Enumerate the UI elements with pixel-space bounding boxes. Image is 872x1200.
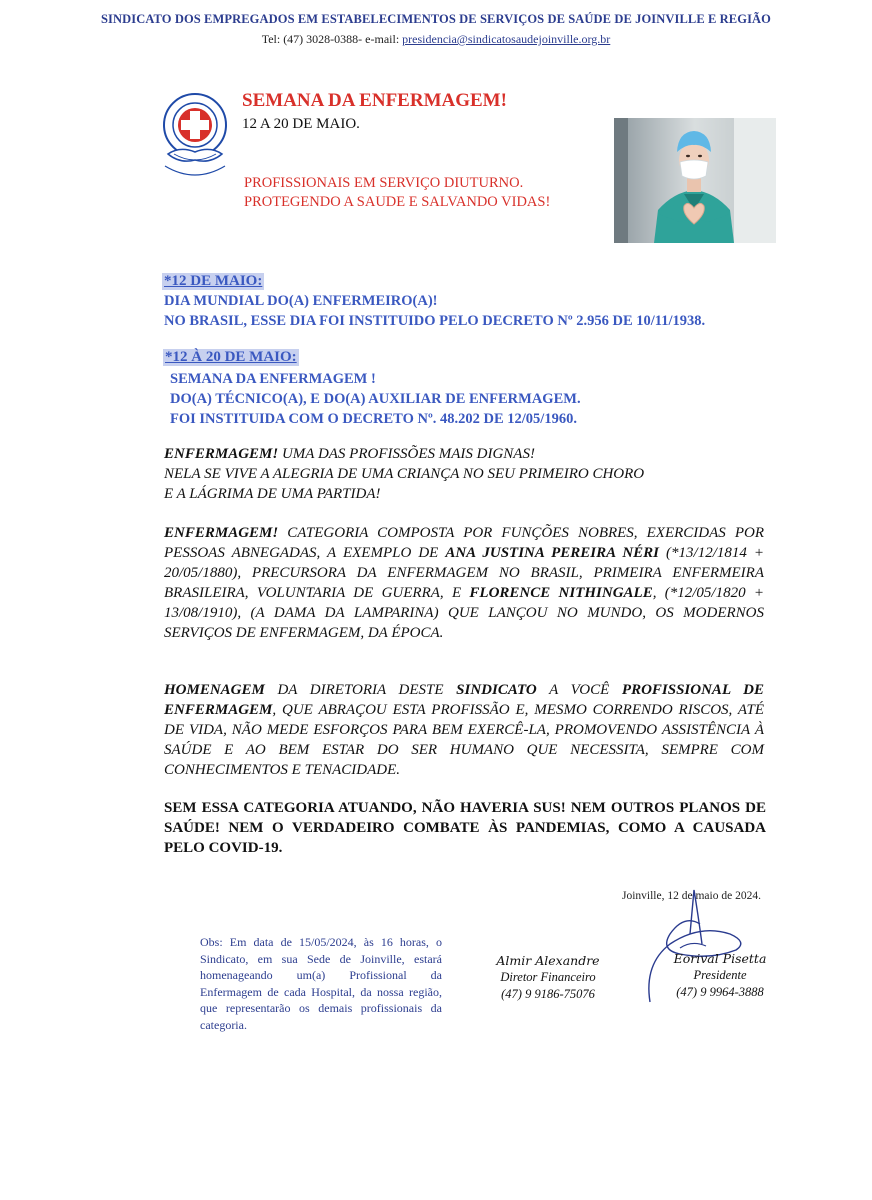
section-heading-may-12-20: *12 À 20 DE MAIO:: [165, 349, 297, 365]
section-line: SEMANA DA ENFERMAGEM !: [170, 371, 376, 387]
signer-role: Diretor Financeiro: [500, 970, 596, 984]
tagline-line: PROFISSIONAIS EM SERVIÇO DIUTURNO.: [244, 175, 524, 191]
signature-block-president: [655, 950, 785, 1001]
paragraph-text: (*13/12/1814 + 20/05/1880), PRECURSORA DA ENFERMAGEM NO BRASIL, PRIMEIRA ENFERMEIRA BRASILEIRA, VOLUNTARIA DE GUERRA, E: [164, 545, 765, 601]
union-seal-cross-handshake-icon: [160, 92, 230, 182]
signature-block-financial-director: [490, 952, 606, 1003]
phone-text: Tel: (47) 3028-0388- e-mail:: [261, 32, 403, 46]
paragraph-text: E A LÁGRIMA DE UMA PARTIDA!: [164, 486, 381, 502]
highlight-text: SINDICATO: [456, 682, 537, 698]
obs-note: Obs: Em data de 15/05/2024, às 16 horas, o Sindicato, em sua Sede de Joinville, estará homenageando um(a) Profissional da Enfermagem de cada Hospital, da nossa região, que representarão os demais profissionais da categoria.: [200, 935, 442, 1032]
section-body-may-12: [164, 291, 705, 331]
signer-name: Almir Alexandre: [496, 953, 600, 968]
section-body-may-12-20: [170, 369, 581, 429]
paragraph-text: UMA DAS PROFISSÕES MAIS DIGNAS!: [278, 446, 535, 462]
section-line: DO(A) TÉCNICO(A), E DO(A) AUXILIAR DE ENFERMAGEM.: [170, 391, 581, 407]
union-logo: [160, 92, 230, 182]
event-title: SEMANA DA ENFERMAGEM!: [242, 90, 507, 111]
paragraph-text: DA DIRETORIA DESTE: [264, 682, 457, 698]
letterhead-contact: [0, 32, 872, 47]
paragraph-text: A VOCÊ: [536, 682, 622, 698]
highlight-name: ANA JUSTINA PEREIRA NÉRI: [445, 545, 659, 561]
section-heading-may-12: *12 DE MAIO:: [164, 273, 263, 289]
nurse-photo: [614, 118, 776, 243]
section-line: DIA MUNDIAL DO(A) ENFERMEIRO(A)!: [164, 293, 438, 309]
section-line: NO BRASIL, ESSE DIA FOI INSTITUIDO PELO DECRETO Nº 2.956 DE 10/11/1938.: [164, 313, 706, 329]
letterhead-title: SINDICATO DOS EMPREGADOS EM ESTABELECIMENTOS DE SERVIÇOS DE SAÚDE DE JOINVILLE E REGIÃO: [101, 12, 771, 26]
paragraph-lead: ENFERMAGEM!: [164, 446, 279, 462]
highlight-name: FLORENCE NITHINGALE: [469, 585, 653, 601]
section-line: FOI INSTITUIDA COM O DECRETO Nº. 48.202 DE 12/05/1960.: [170, 411, 577, 427]
signer-phone: (47) 9 9186-75076: [501, 987, 595, 1001]
paragraph-text: , QUE ABRAÇOU ESTA PROFISSÃO E, MESMO CORRENDO RISCOS, ATÉ DE VIDA, NÃO MEDE ESFORÇOS PARA BEM EXERCÊ-LA, PROMOVENDO ASSISTÊNCIA À SAÚDE E AO BEM ESTAR DO SER HUMANO QUE NECESSITA, SEMPRE COM CONHECIMENTOS E TENACIDADE.: [164, 702, 764, 778]
paragraph-text: NELA SE VIVE A ALEGRIA DE UMA CRIANÇA NO SEU PRIMEIRO CHORO: [164, 466, 645, 482]
signer-role: Presidente: [693, 968, 747, 982]
paragraph-text: CATEGORIA COMPOSTA POR FUNÇÕES NOBRES, EXERCIDAS POR PESSOAS ABNEGADAS, A EXEMPLO DE: [164, 525, 764, 561]
event-dates: 12 A 20 DE MAIO.: [242, 116, 360, 132]
place-date: Joinville, 12 de maio de 2024.: [622, 890, 761, 902]
highlight-text: PROFISSIONAL DE ENFERMAGEM: [164, 682, 764, 718]
closing-statement: SEM ESSA CATEGORIA ATUANDO, NÃO HAVERIA SUS! NEM OUTROS PLANOS DE SAÚDE! NEM O VERDADEIRO COMBATE ÀS PANDEMIAS, COMO A CAUSADA PELO COVID-19.: [164, 800, 766, 856]
event-tagline: [244, 174, 550, 212]
paragraph-lead: HOMENAGEM: [164, 682, 265, 698]
signer-phone: (47) 9 9964-3888: [676, 985, 764, 999]
paragraph-lead: ENFERMAGEM!: [164, 525, 279, 541]
paragraph-text: , (*12/05/1820 + 13/08/1910), (A DAMA DA LAMPARINA) QUE LANÇOU NO MUNDO, OS MODERNOS SERVIÇOS DE ENFERMAGEM, DA ÉPOCA.: [164, 585, 765, 641]
signer-name: Eorival Pisetta: [673, 951, 767, 966]
tagline-line: PROTEGENDO A SAUDE E SALVANDO VIDAS!: [244, 194, 551, 210]
paragraph-dignity: [164, 444, 774, 504]
email-link[interactable]: presidencia@sindicatosaudejoinville.org.br: [402, 32, 611, 46]
paragraph-history: [164, 523, 764, 643]
nurse-heart-hands-photo: [614, 118, 776, 243]
paragraph-homage: [164, 680, 764, 780]
